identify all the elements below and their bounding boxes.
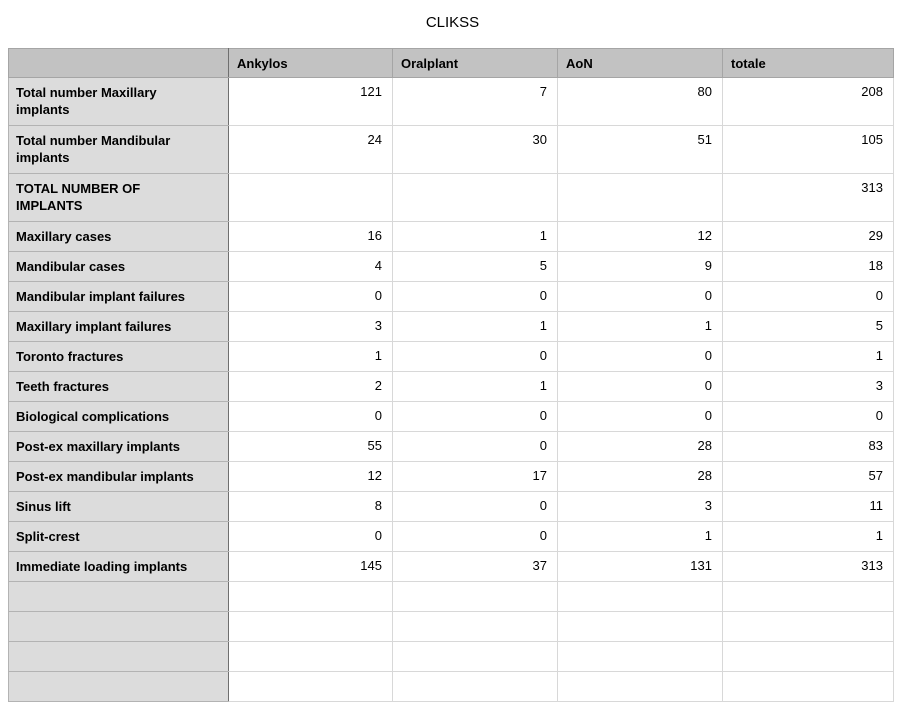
value-cell[interactable]: 3 [558, 492, 723, 522]
value-cell[interactable]: 0 [229, 522, 393, 552]
value-cell[interactable]: 313 [723, 174, 894, 222]
value-cell[interactable]: 24 [229, 126, 393, 174]
value-cell[interactable]: 9 [558, 252, 723, 282]
value-cell[interactable]: 0 [393, 492, 558, 522]
row-label[interactable]: Total number Mandibular implants [9, 126, 229, 174]
row-label[interactable]: Immediate loading implants [9, 552, 229, 582]
table-row [9, 432, 894, 462]
value-cell[interactable]: 51 [558, 126, 723, 174]
value-cell[interactable]: 0 [558, 372, 723, 402]
value-cell[interactable]: 7 [393, 78, 558, 126]
value-cell[interactable]: 131 [558, 552, 723, 582]
row-label[interactable]: Post-ex maxillary implants [9, 432, 229, 462]
table-row [9, 582, 894, 612]
value-cell[interactable] [723, 642, 894, 672]
row-label[interactable]: Biological complications [9, 402, 229, 432]
value-cell[interactable]: 12 [229, 462, 393, 492]
table-row [9, 174, 894, 222]
table-row [9, 672, 894, 702]
value-cell[interactable]: 16 [229, 222, 393, 252]
value-cell[interactable]: 5 [723, 312, 894, 342]
table-row [9, 126, 894, 174]
row-label[interactable]: Maxillary cases [9, 222, 229, 252]
table-row [9, 342, 894, 372]
value-cell[interactable] [393, 672, 558, 702]
value-cell[interactable]: 4 [229, 252, 393, 282]
value-cell[interactable]: 1 [229, 342, 393, 372]
row-label[interactable] [9, 612, 229, 642]
table-row [9, 642, 894, 672]
corner-header-cell[interactable] [9, 49, 229, 78]
value-cell[interactable]: 121 [229, 78, 393, 126]
value-cell[interactable] [558, 612, 723, 642]
value-cell[interactable]: 145 [229, 552, 393, 582]
row-label[interactable]: Mandibular implant failures [9, 282, 229, 312]
value-cell[interactable]: 0 [558, 342, 723, 372]
row-label[interactable]: Mandibular cases [9, 252, 229, 282]
value-cell[interactable]: 1 [723, 522, 894, 552]
header-row [9, 49, 894, 78]
table-row [9, 522, 894, 552]
value-cell[interactable]: 28 [558, 462, 723, 492]
value-cell[interactable]: 83 [723, 432, 894, 462]
value-cell[interactable]: 313 [723, 552, 894, 582]
value-cell[interactable]: 37 [393, 552, 558, 582]
row-label[interactable]: Sinus lift [9, 492, 229, 522]
row-label[interactable]: Toronto fractures [9, 342, 229, 372]
value-cell[interactable]: 1 [393, 372, 558, 402]
column-header-oralplant[interactable]: Oralplant [393, 49, 558, 78]
table-row [9, 492, 894, 522]
row-label[interactable]: Post-ex mandibular implants [9, 462, 229, 492]
table-row [9, 372, 894, 402]
value-cell[interactable]: 12 [558, 222, 723, 252]
value-cell[interactable]: 5 [393, 252, 558, 282]
value-cell[interactable] [229, 612, 393, 642]
row-label[interactable]: Split-crest [9, 522, 229, 552]
value-cell[interactable]: 0 [393, 522, 558, 552]
row-label[interactable] [9, 582, 229, 612]
value-cell[interactable]: 0 [393, 432, 558, 462]
value-cell[interactable] [558, 642, 723, 672]
value-cell[interactable]: 0 [723, 402, 894, 432]
value-cell[interactable] [558, 174, 723, 222]
value-cell[interactable] [558, 582, 723, 612]
value-cell[interactable]: 0 [229, 402, 393, 432]
value-cell[interactable]: 1 [393, 222, 558, 252]
value-cell[interactable]: 18 [723, 252, 894, 282]
value-cell[interactable] [393, 174, 558, 222]
value-cell[interactable]: 30 [393, 126, 558, 174]
value-cell[interactable]: 0 [393, 402, 558, 432]
value-cell[interactable]: 8 [229, 492, 393, 522]
value-cell[interactable]: 29 [723, 222, 894, 252]
row-label[interactable] [9, 642, 229, 672]
value-cell[interactable]: 2 [229, 372, 393, 402]
value-cell[interactable] [723, 582, 894, 612]
table-row [9, 402, 894, 432]
table-row [9, 462, 894, 492]
page-title: CLIKSS [425, 14, 480, 31]
value-cell[interactable]: 1 [558, 312, 723, 342]
value-cell[interactable]: 1 [558, 522, 723, 552]
value-cell[interactable]: 0 [393, 342, 558, 372]
value-cell[interactable] [393, 642, 558, 672]
value-cell[interactable] [229, 174, 393, 222]
table-row [9, 552, 894, 582]
row-label[interactable] [9, 672, 229, 702]
column-header-totale[interactable]: totale [723, 49, 894, 78]
table-row [9, 312, 894, 342]
value-cell[interactable]: 55 [229, 432, 393, 462]
value-cell[interactable]: 0 [558, 282, 723, 312]
value-cell[interactable]: 17 [393, 462, 558, 492]
table-row [9, 282, 894, 312]
column-header-aon[interactable]: AoN [558, 49, 723, 78]
row-label[interactable]: TOTAL NUMBER OF IMPLANTS [9, 174, 229, 222]
row-label[interactable]: Total number Maxillary implants [9, 78, 229, 126]
row-label[interactable]: Teeth fractures [9, 372, 229, 402]
value-cell[interactable]: 0 [558, 402, 723, 432]
value-cell[interactable] [229, 672, 393, 702]
value-cell[interactable]: 1 [723, 342, 894, 372]
clikss-table [8, 48, 894, 702]
value-cell[interactable]: 0 [393, 282, 558, 312]
table-row [9, 252, 894, 282]
value-cell[interactable] [723, 672, 894, 702]
value-cell[interactable] [393, 612, 558, 642]
value-cell[interactable] [393, 582, 558, 612]
row-label[interactable]: Maxillary implant failures [9, 312, 229, 342]
value-cell[interactable]: 0 [229, 282, 393, 312]
value-cell[interactable]: 1 [393, 312, 558, 342]
value-cell[interactable]: 105 [723, 126, 894, 174]
value-cell[interactable]: 11 [723, 492, 894, 522]
value-cell[interactable] [723, 612, 894, 642]
value-cell[interactable] [558, 672, 723, 702]
value-cell[interactable] [229, 642, 393, 672]
value-cell[interactable]: 3 [229, 312, 393, 342]
value-cell[interactable]: 28 [558, 432, 723, 462]
table-row [9, 78, 894, 126]
column-header-ankylos[interactable]: Ankylos [229, 49, 393, 78]
value-cell[interactable] [229, 582, 393, 612]
value-cell[interactable]: 57 [723, 462, 894, 492]
value-cell[interactable]: 80 [558, 78, 723, 126]
value-cell[interactable]: 208 [723, 78, 894, 126]
table-row [9, 612, 894, 642]
value-cell[interactable]: 0 [723, 282, 894, 312]
value-cell[interactable]: 3 [723, 372, 894, 402]
table-row [9, 222, 894, 252]
